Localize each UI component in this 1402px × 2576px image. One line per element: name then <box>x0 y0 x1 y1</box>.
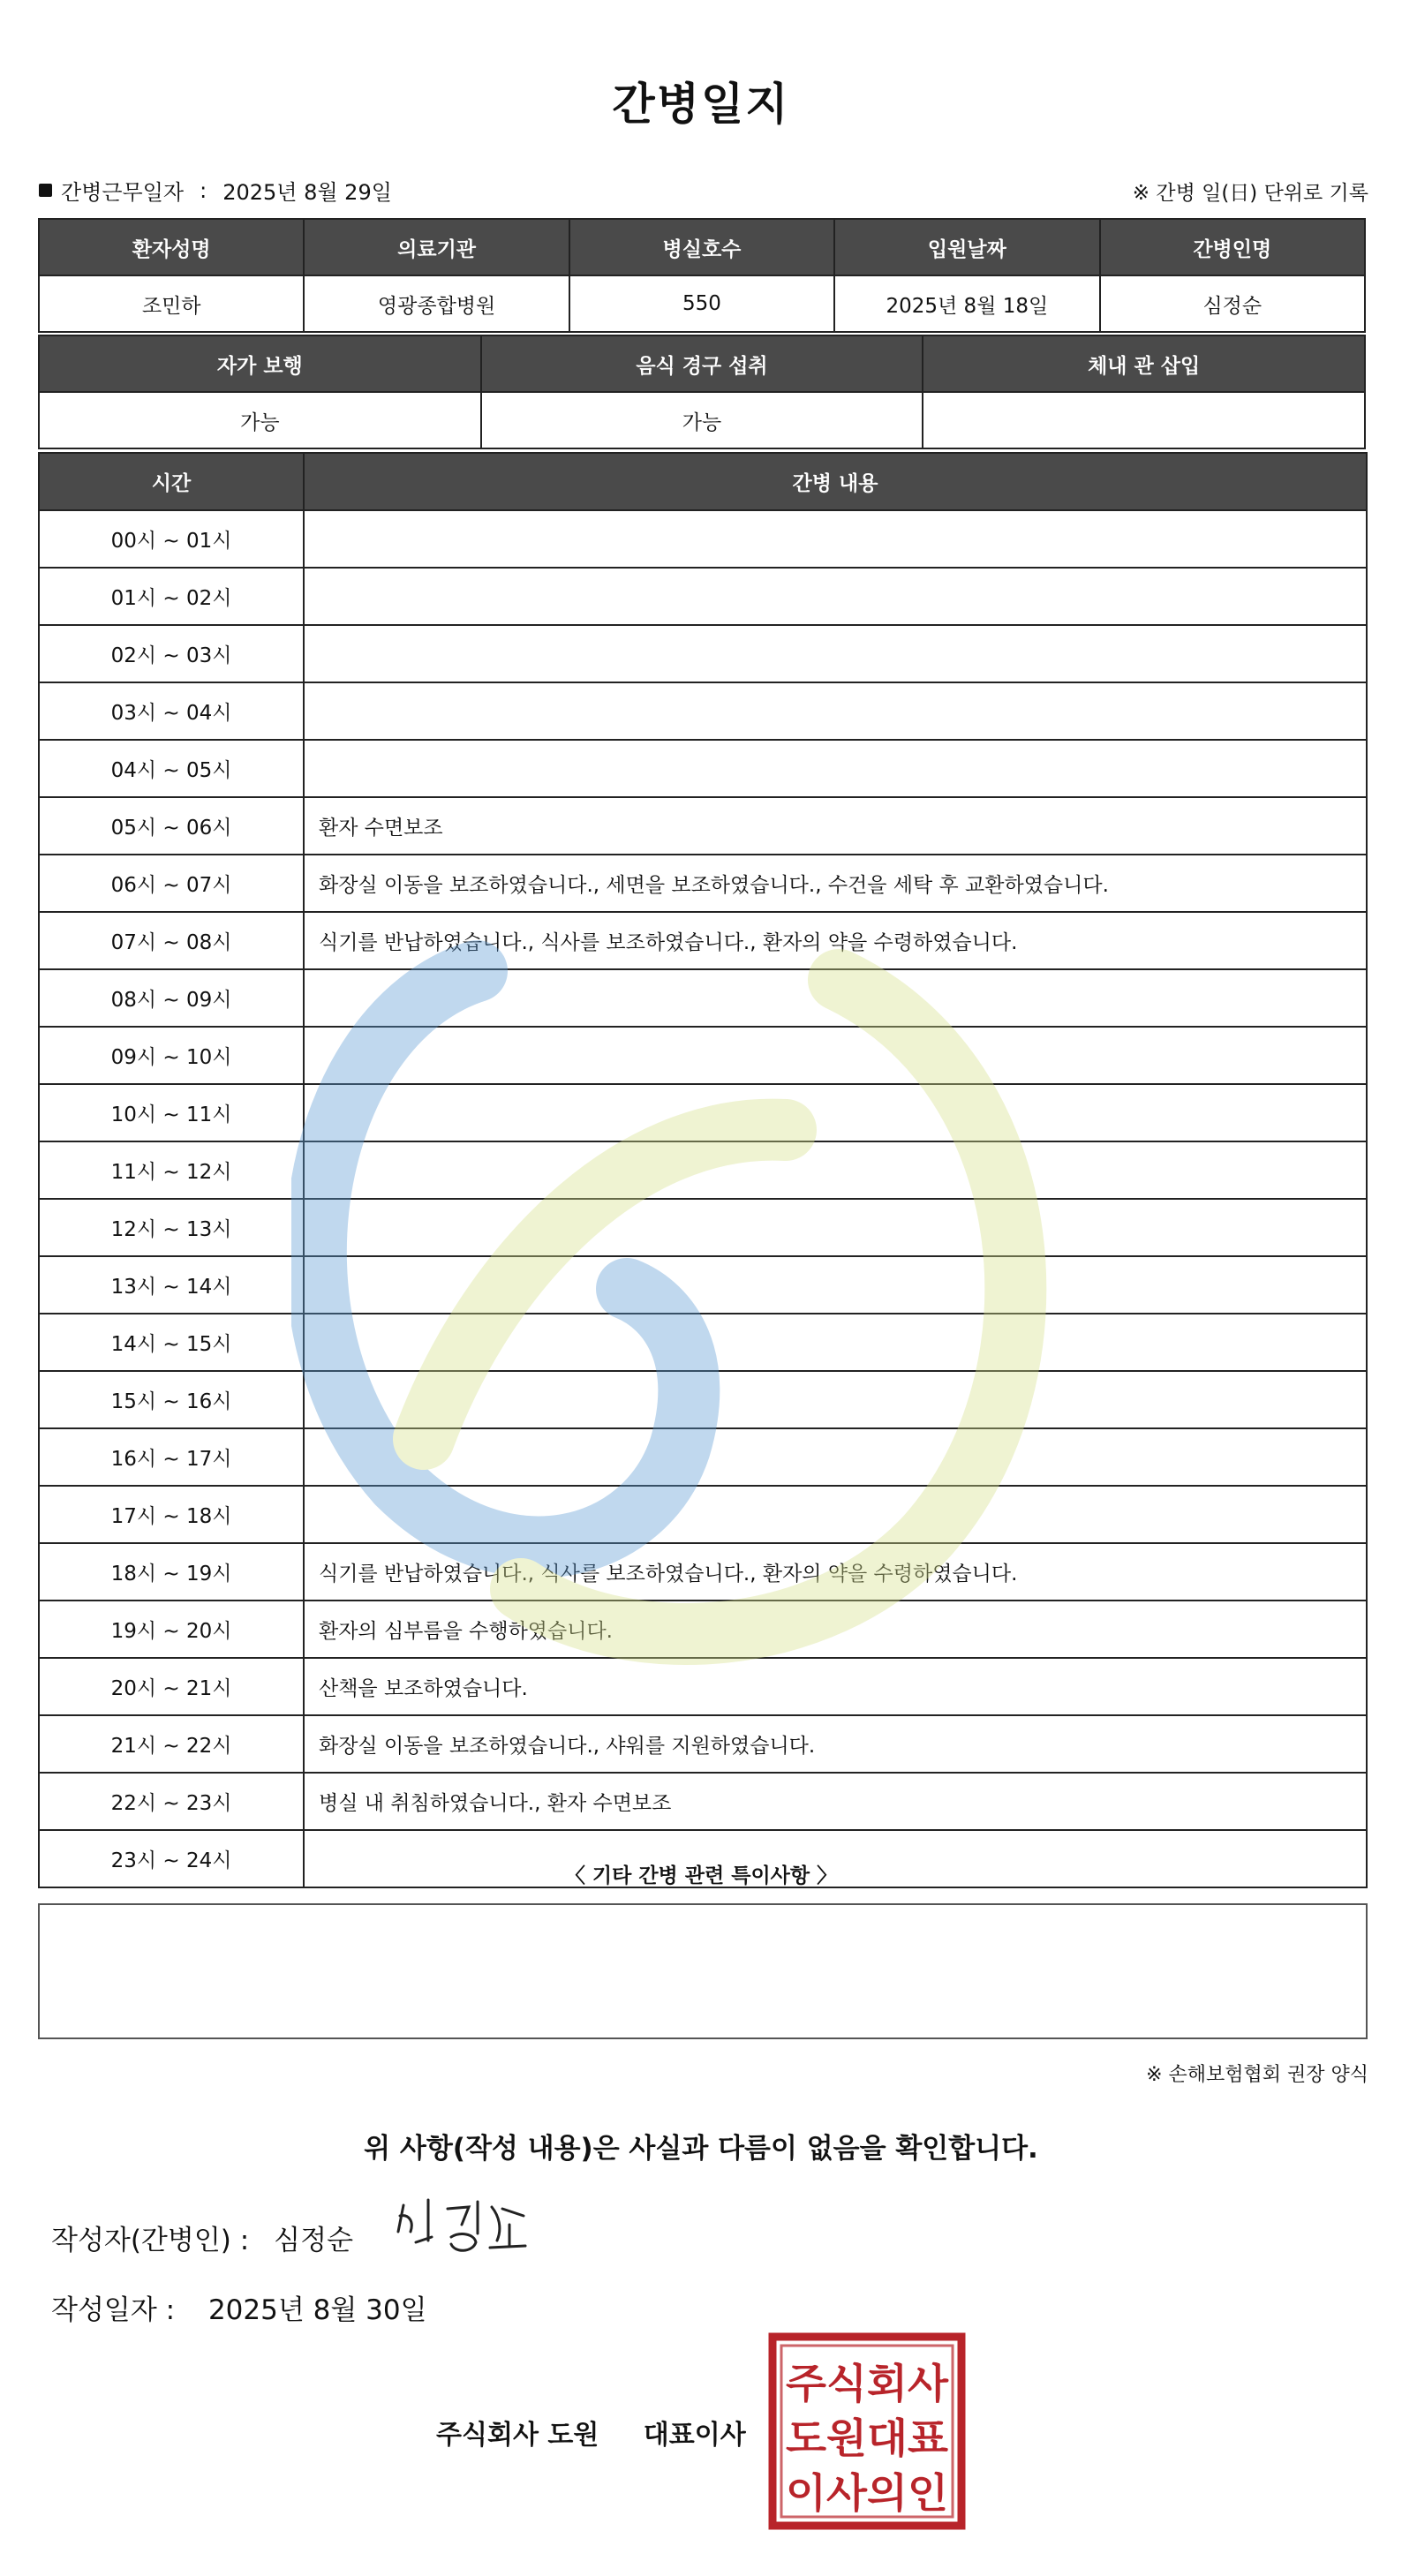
status-header-row <box>39 335 1365 392</box>
seal-line: 도원대표 <box>786 2414 949 2462</box>
company-seal-stamp <box>768 2332 966 2530</box>
handwritten-signature <box>393 2189 534 2269</box>
patient-value-row <box>39 275 1365 332</box>
care-log-row <box>39 682 1367 740</box>
patient-info-table <box>38 218 1366 333</box>
tube-status <box>923 392 1365 448</box>
header-time: 시간 <box>39 453 304 510</box>
time-slot: 09시 ~ 10시 <box>39 1027 304 1084</box>
write-date-value: 2025년 8월 30일 <box>207 2294 427 2326</box>
care-log-row <box>39 855 1367 912</box>
care-log-row <box>39 625 1367 682</box>
care-content: 병실 내 취침하였습니다., 환자 수면보조 <box>304 1773 1367 1830</box>
time-slot: 20시 ~ 21시 <box>39 1658 304 1715</box>
notes-box <box>38 1903 1368 2039</box>
care-content: 식기를 반납하였습니다., 식사를 보조하였습니다., 환자의 약을 수령하였습니다. <box>304 1543 1367 1601</box>
writer-label: 작성자(간병인) : <box>51 2225 250 2256</box>
header-walking: 자가 보행 <box>39 335 481 392</box>
care-content: 식기를 반납하였습니다., 식사를 보조하였습니다., 환자의 약을 수령하였습니다. <box>304 912 1367 969</box>
time-slot: 15시 ~ 16시 <box>39 1371 304 1428</box>
care-content <box>304 740 1367 797</box>
unit-note: ※ 간병 일(日) 단위로 기록 <box>1132 182 1368 205</box>
time-slot: 22시 ~ 23시 <box>39 1773 304 1830</box>
care-content: 환자의 심부름을 수행하였습니다. <box>304 1601 1367 1658</box>
time-slot: 06시 ~ 07시 <box>39 855 304 912</box>
seal-line: 이사의인 <box>786 2469 948 2517</box>
time-slot: 11시 ~ 12시 <box>39 1141 304 1199</box>
time-slot: 04시 ~ 05시 <box>39 740 304 797</box>
write-date-label: 작성일자 : <box>51 2294 176 2326</box>
walking-status: 가능 <box>39 392 481 448</box>
care-content <box>304 568 1367 625</box>
care-content: 산책을 보조하였습니다. <box>304 1658 1367 1715</box>
time-slot: 23시 ~ 24시 <box>39 1830 304 1887</box>
work-date-label: 간병근무일자 <box>61 180 185 205</box>
care-content <box>304 625 1367 682</box>
oral-intake-status: 가능 <box>481 392 923 448</box>
care-content <box>304 682 1367 740</box>
time-slot: 14시 ~ 15시 <box>39 1314 304 1371</box>
header-tube: 체내 관 삽입 <box>923 335 1365 392</box>
colon: : <box>200 177 207 203</box>
care-log-row <box>39 740 1367 797</box>
time-slot: 10시 ~ 11시 <box>39 1084 304 1141</box>
company-line <box>436 2413 746 2452</box>
time-slot: 16시 ~ 17시 <box>39 1428 304 1486</box>
time-slot: 12시 ~ 13시 <box>39 1199 304 1256</box>
seal-line: 주식회사 <box>786 2360 949 2407</box>
status-value-row <box>39 392 1365 448</box>
ceo-title: 대표이사 <box>643 2420 746 2451</box>
time-slot: 05시 ~ 06시 <box>39 797 304 855</box>
time-slot: 17시 ~ 18시 <box>39 1486 304 1543</box>
care-header-row <box>39 453 1367 510</box>
time-slot: 13시 ~ 14시 <box>39 1256 304 1314</box>
writer-row <box>51 2218 353 2257</box>
time-slot: 00시 ~ 01시 <box>39 510 304 568</box>
time-slot: 18시 ~ 19시 <box>39 1543 304 1601</box>
work-date-value: 2025년 8월 29일 <box>222 180 392 205</box>
company-name: 주식회사 도원 <box>436 2420 599 2451</box>
header-care-content: 간병 내용 <box>304 453 1367 510</box>
care-log-row <box>39 1773 1367 1830</box>
bullet-square-icon <box>39 184 52 197</box>
time-slot: 08시 ~ 09시 <box>39 969 304 1027</box>
write-date-row <box>51 2287 427 2327</box>
header-hospital: 의료기관 <box>304 219 569 275</box>
header-room: 병실호수 <box>569 219 834 275</box>
work-date-row <box>39 175 392 206</box>
care-content: 화장실 이동을 보조하였습니다., 세면을 보조하였습니다., 수건을 세탁 후 교환하였습니다. <box>304 855 1367 912</box>
patient-status-table <box>38 335 1366 449</box>
time-slot: 07시 ~ 08시 <box>39 912 304 969</box>
time-slot: 21시 ~ 22시 <box>39 1715 304 1773</box>
time-slot: 19시 ~ 20시 <box>39 1601 304 1658</box>
recommend-note: ※ 손해보험협회 권장 양식 <box>1146 2064 1368 2086</box>
header-patient-name: 환자성명 <box>39 219 304 275</box>
room-number: 550 <box>569 275 834 332</box>
header-oral-intake: 음식 경구 섭취 <box>481 335 923 392</box>
time-slot: 03시 ~ 04시 <box>39 682 304 740</box>
caregiver-name: 심정순 <box>1100 275 1365 332</box>
notes-label: 〈 기타 간병 관련 특이사항 〉 <box>564 1864 838 1887</box>
header-admission-date: 입원날짜 <box>834 219 1099 275</box>
care-content: 환자 수면보조 <box>304 797 1367 855</box>
care-content: 화장실 이동을 보조하였습니다., 샤워를 지원하였습니다. <box>304 1715 1367 1773</box>
header-caregiver: 간병인명 <box>1100 219 1365 275</box>
patient-name: 조민하 <box>39 275 304 332</box>
admission-date: 2025년 8월 18일 <box>834 275 1099 332</box>
care-log-row <box>39 568 1367 625</box>
writer-name: 심정순 <box>274 2225 354 2256</box>
care-log-row <box>39 510 1367 568</box>
time-slot: 01시 ~ 02시 <box>39 568 304 625</box>
care-content <box>304 510 1367 568</box>
watermark-logo <box>291 918 1104 1695</box>
hospital-name: 영광종합병원 <box>304 275 569 332</box>
care-log-row <box>39 797 1367 855</box>
confirmation-statement: 위 사항(작성 내용)은 사실과 다름이 없음을 확인합니다. <box>364 2133 1038 2165</box>
time-slot: 02시 ~ 03시 <box>39 625 304 682</box>
patient-header-row <box>39 219 1365 275</box>
document-title: 간병일지 <box>612 79 790 130</box>
care-log-row <box>39 1715 1367 1773</box>
